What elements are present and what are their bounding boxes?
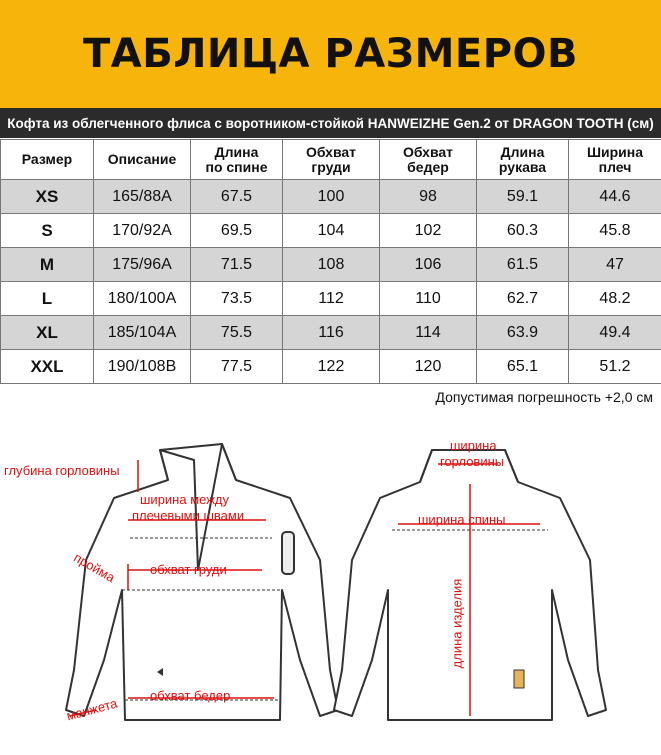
size-cell: XS bbox=[1, 180, 94, 214]
shoulder-width-label-1: ширина между bbox=[140, 492, 229, 507]
table-cell: 59.1 bbox=[477, 180, 569, 214]
table-cell: 190/108B bbox=[94, 350, 191, 384]
product-subtitle: Кофта из облегченного флиса с воротником-стойкой HANWEIZHE Gen.2 от DRAGON TOOTH (см) bbox=[0, 108, 661, 138]
table-cell: 116 bbox=[283, 316, 380, 350]
table-cell: 49.4 bbox=[569, 316, 661, 350]
table-cell: 69.5 bbox=[191, 214, 283, 248]
table-cell: 51.2 bbox=[569, 350, 661, 384]
length-label: длина изделия bbox=[449, 579, 464, 669]
table-cell: 180/100A bbox=[94, 282, 191, 316]
column-header-line: рукава bbox=[477, 160, 568, 175]
page-title: ТАБЛИЦА РАЗМЕРОВ bbox=[83, 31, 578, 77]
table-cell: 165/88A bbox=[94, 180, 191, 214]
column-header-line: Обхват bbox=[283, 145, 379, 160]
tolerance-note: Допустимая погрешность +2,0 см bbox=[435, 389, 653, 405]
table-cell: 67.5 bbox=[191, 180, 283, 214]
table-cell: 60.3 bbox=[477, 214, 569, 248]
table-cell: 108 bbox=[283, 248, 380, 282]
table-header-row bbox=[1, 140, 661, 180]
table-row bbox=[1, 316, 661, 350]
shoulder-width-label-2: плечевыми швами bbox=[132, 508, 244, 523]
table-cell: 120 bbox=[380, 350, 477, 384]
table-cell: 62.7 bbox=[477, 282, 569, 316]
table-cell: 71.5 bbox=[191, 248, 283, 282]
column-header bbox=[477, 140, 569, 180]
table-cell: 170/92A bbox=[94, 214, 191, 248]
column-header bbox=[1, 140, 94, 180]
table-cell: 114 bbox=[380, 316, 477, 350]
table-cell: 122 bbox=[283, 350, 380, 384]
table-cell: 75.5 bbox=[191, 316, 283, 350]
size-cell: XXL bbox=[1, 350, 94, 384]
table-cell: 63.9 bbox=[477, 316, 569, 350]
table-row bbox=[1, 180, 661, 214]
back-width-label: ширина спины bbox=[418, 512, 506, 527]
size-cell: XL bbox=[1, 316, 94, 350]
neck-width-label-2: горловины bbox=[440, 454, 504, 469]
table-row bbox=[1, 350, 661, 384]
hip-label: обхват бедер bbox=[150, 688, 230, 703]
size-cell: S bbox=[1, 214, 94, 248]
column-header bbox=[380, 140, 477, 180]
table-cell: 45.8 bbox=[569, 214, 661, 248]
column-header-line: Размер bbox=[1, 152, 93, 167]
column-header-line: Длина bbox=[191, 145, 282, 160]
table-cell: 61.5 bbox=[477, 248, 569, 282]
column-header-line: бедер bbox=[380, 160, 476, 175]
table-row bbox=[1, 282, 661, 316]
size-cell: M bbox=[1, 248, 94, 282]
column-header-line: Описание bbox=[94, 152, 190, 167]
table-cell: 175/96A bbox=[94, 248, 191, 282]
table-cell: 104 bbox=[283, 214, 380, 248]
column-header bbox=[94, 140, 191, 180]
title-banner bbox=[0, 0, 661, 108]
table-cell: 110 bbox=[380, 282, 477, 316]
table-cell: 106 bbox=[380, 248, 477, 282]
column-header bbox=[191, 140, 283, 180]
armhole-label: пройма bbox=[71, 550, 117, 585]
table-cell: 44.6 bbox=[569, 180, 661, 214]
table-row bbox=[1, 214, 661, 248]
chest-label: обхват груди bbox=[150, 562, 227, 577]
cuff-label: манжета bbox=[65, 696, 119, 724]
neck-depth-label: глубина горловины bbox=[4, 463, 120, 478]
table-cell: 47 bbox=[569, 248, 661, 282]
table-cell: 77.5 bbox=[191, 350, 283, 384]
table-cell: 112 bbox=[283, 282, 380, 316]
table-cell: 100 bbox=[283, 180, 380, 214]
table-cell: 185/104A bbox=[94, 316, 191, 350]
size-table bbox=[0, 139, 661, 384]
table-cell: 102 bbox=[380, 214, 477, 248]
table-cell: 65.1 bbox=[477, 350, 569, 384]
table-cell: 48.2 bbox=[569, 282, 661, 316]
table-cell: 73.5 bbox=[191, 282, 283, 316]
column-header-line: Длина bbox=[477, 145, 568, 160]
table-row bbox=[1, 248, 661, 282]
column-header bbox=[283, 140, 380, 180]
column-header bbox=[569, 140, 661, 180]
size-cell: L bbox=[1, 282, 94, 316]
column-header-line: Ширина bbox=[569, 145, 661, 160]
table-body bbox=[1, 180, 661, 384]
column-header-line: плеч bbox=[569, 160, 661, 175]
column-header-line: по спине bbox=[191, 160, 282, 175]
column-header-line: груди bbox=[283, 160, 379, 175]
neck-width-label-1: ширина bbox=[450, 438, 497, 453]
measurement-diagram bbox=[0, 420, 661, 750]
table-cell: 98 bbox=[380, 180, 477, 214]
column-header-line: Обхват bbox=[380, 145, 476, 160]
